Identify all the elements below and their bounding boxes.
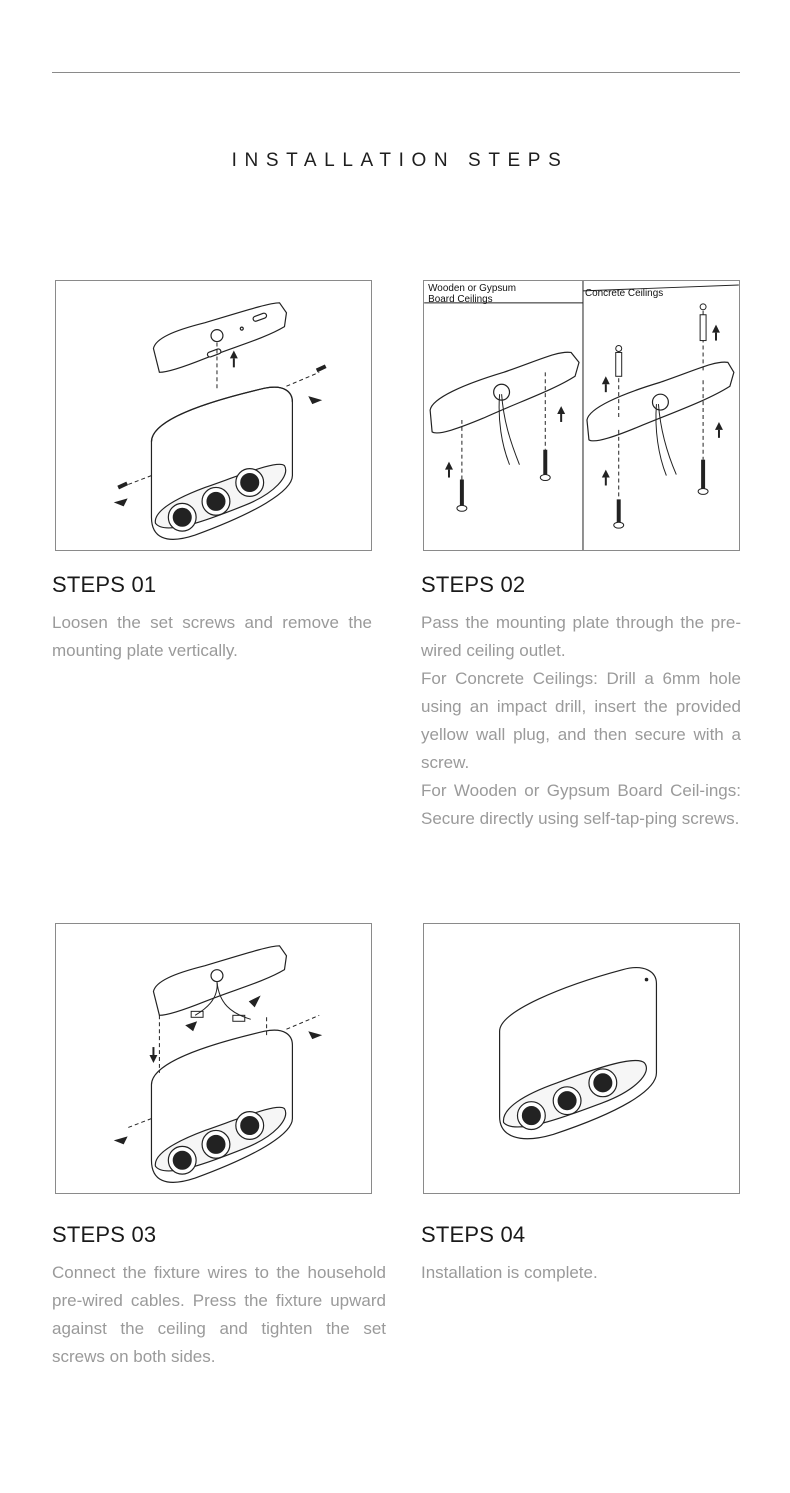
step-2-title: STEPS 02 — [421, 572, 526, 597]
top-divider — [52, 72, 740, 73]
step1-diagram — [55, 280, 372, 551]
diagram-label-wood-1: Wooden or Gypsum — [428, 282, 517, 294]
step-4-title: STEPS 04 — [421, 1222, 526, 1247]
step-2-text — [421, 609, 741, 833]
step-1-paragraph: Loosen the set screws and remove the mounting plate vertically. — [52, 613, 372, 660]
diagram-label-wood-2: Board Ceilings — [428, 293, 493, 305]
step-4-text — [421, 1259, 741, 1287]
step2-diagram — [423, 280, 740, 551]
step-3-paragraph: Connect the fixture wires to the household pre-wired cables. Press the fixture upward against the ceiling and tighten the set screws on both sides. — [52, 1263, 386, 1366]
step-3-text — [52, 1259, 386, 1371]
step4-diagram — [423, 923, 740, 1194]
step3-diagram — [55, 923, 372, 1194]
diagram-label-concrete: Concrete Ceilings — [584, 287, 664, 299]
page-title: INSTALLATION STEPS — [231, 150, 569, 171]
step-2-paragraph-3: For Wooden or Gypsum Board Ceil-ings: Secure directly using self-tap-ping screws. — [421, 781, 741, 828]
step-1-title: STEPS 01 — [52, 572, 157, 597]
step-4-paragraph: Installation is complete. — [421, 1263, 598, 1282]
step-2-paragraph-2: For Concrete Ceilings: Drill a 6mm hole using an impact drill, insert the provided yellow wall plug, and then secure with a screw. — [421, 669, 741, 772]
step-1-text — [52, 609, 372, 665]
step-3-title: STEPS 03 — [52, 1222, 157, 1247]
step-2-paragraph-1: Pass the mounting plate through the pre-wired ceiling outlet. — [421, 613, 741, 660]
